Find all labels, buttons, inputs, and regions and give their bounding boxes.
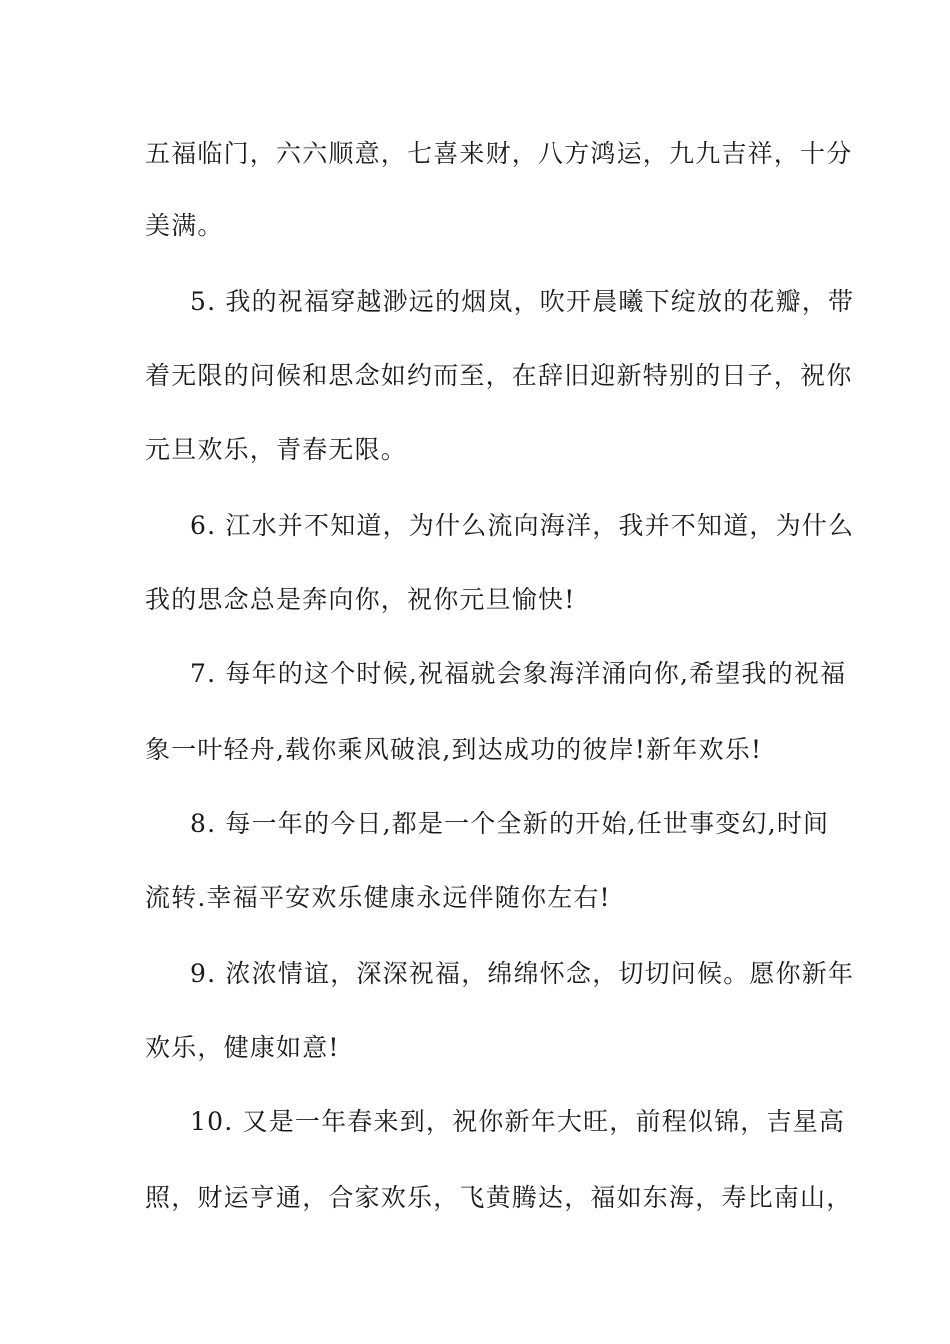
text-line: 欢乐，健康如意! — [145, 1033, 340, 1062]
list-item-7-line: 7. 每年的这个时候,祝福就会象海洋涌向你,希望我的祝福 — [190, 659, 847, 688]
list-item-8-line: 8. 每一年的今日,都是一个全新的开始,任世事变幻,时间 — [190, 809, 830, 838]
list-item-5-line: 5. 我的祝福穿越渺远的烟岚，吹开晨曦下绽放的花瓣，带 — [190, 287, 855, 316]
text-line: 照，财运亨通，合家欢乐，飞黄腾达，福如东海，寿比南山， — [145, 1183, 853, 1212]
text-line: 元旦欢乐，青春无限。 — [145, 435, 408, 464]
text-line: 美满。 — [145, 211, 224, 240]
text-line: 我的思念总是奔向你，祝你元旦愉快! — [145, 585, 576, 614]
list-item-6-line: 6. 江水并不知道，为什么流向海洋，我并不知道，为什么 — [190, 511, 855, 540]
list-item-9-line: 9. 浓浓情谊，深深祝福，绵绵怀念，切切问候。愿你新年 — [190, 959, 855, 988]
text-line: 流转.幸福平安欢乐健康永远伴随你左右! — [145, 883, 611, 912]
text-line: 象一叶轻舟,载你乘风破浪,到达成功的彼岸!新年欢乐! — [145, 735, 763, 764]
list-item-10-line: 10. 又是一年春来到，祝你新年大旺，前程似锦，吉星高 — [190, 1107, 846, 1136]
text-line: 着无限的问候和思念如约而至，在辞旧迎新特别的日子，祝你 — [145, 361, 853, 390]
text-line: 五福临门，六六顺意，七喜来财，八方鸿运，九九吉祥，十分 — [145, 139, 853, 168]
